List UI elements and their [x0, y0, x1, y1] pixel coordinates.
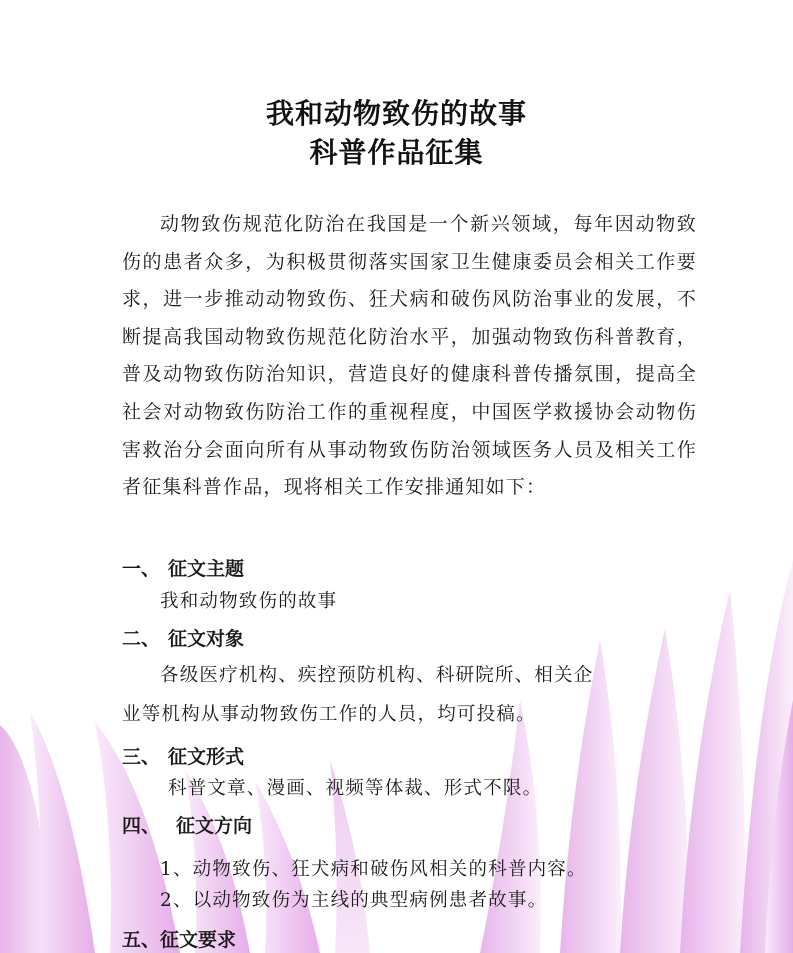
section-heading-requirements — [122, 925, 236, 952]
section-title: 征文对象 — [168, 628, 245, 650]
section-number: 五、 — [122, 929, 161, 951]
section-text: 业等机构从事动物致伤工作的人员，均可投稿。 — [122, 704, 536, 725]
section-number: 四、 — [122, 815, 161, 837]
section-number: 三、 — [122, 746, 161, 768]
section-text: 1、动物致伤、狂犬病和破伤风相关的科普内容。 — [160, 859, 587, 880]
section-title: 征文主题 — [168, 558, 245, 580]
document-subtitle: 科普作品征集 — [309, 136, 484, 169]
section-text: 科普文章、漫画、视频等体裁、形式不限。 — [168, 778, 543, 799]
section-title: 征文要求 — [160, 929, 237, 951]
intro-paragraph: 动物致伤规范化防治在我国是一个新兴领域，每年因动物致伤的患者众多，为积极贯彻落实国家卫生健康委员会相关工作要求，进一步推动动物致伤、狂犬病和破伤风防治事业的发展，不断提高我国动物致伤规范化防治水平，加强动物致伤科普教育，普及动物致伤防治知识，营造良好的健康科普传播氛围，提高全社会对动物致伤防治工作的重视程度，中国医学救援协会动物伤害救治分会面向所有从事动物致伤防治领域医务人员及相关工作者征集科普作品，现将相关工作安排通知如下： — [122, 213, 697, 499]
section-text: 各级医疗机构、疾控预防机构、科研院所、相关企 — [160, 665, 594, 686]
section-heading-theme — [122, 554, 244, 581]
section-heading-format — [122, 742, 244, 769]
section-number: 二、 — [122, 628, 161, 650]
document-title: 我和动物致伤的故事 — [265, 97, 527, 130]
section-number: 一、 — [122, 558, 161, 580]
section-text: 我和动物致伤的故事 — [160, 591, 338, 612]
section-title: 征文方向 — [176, 815, 253, 837]
section-text: 2、以动物致伤为主线的典型病例患者故事。 — [160, 890, 548, 911]
section-heading-audience — [122, 624, 244, 651]
section-heading-direction — [122, 811, 252, 838]
section-title: 征文形式 — [168, 746, 245, 768]
